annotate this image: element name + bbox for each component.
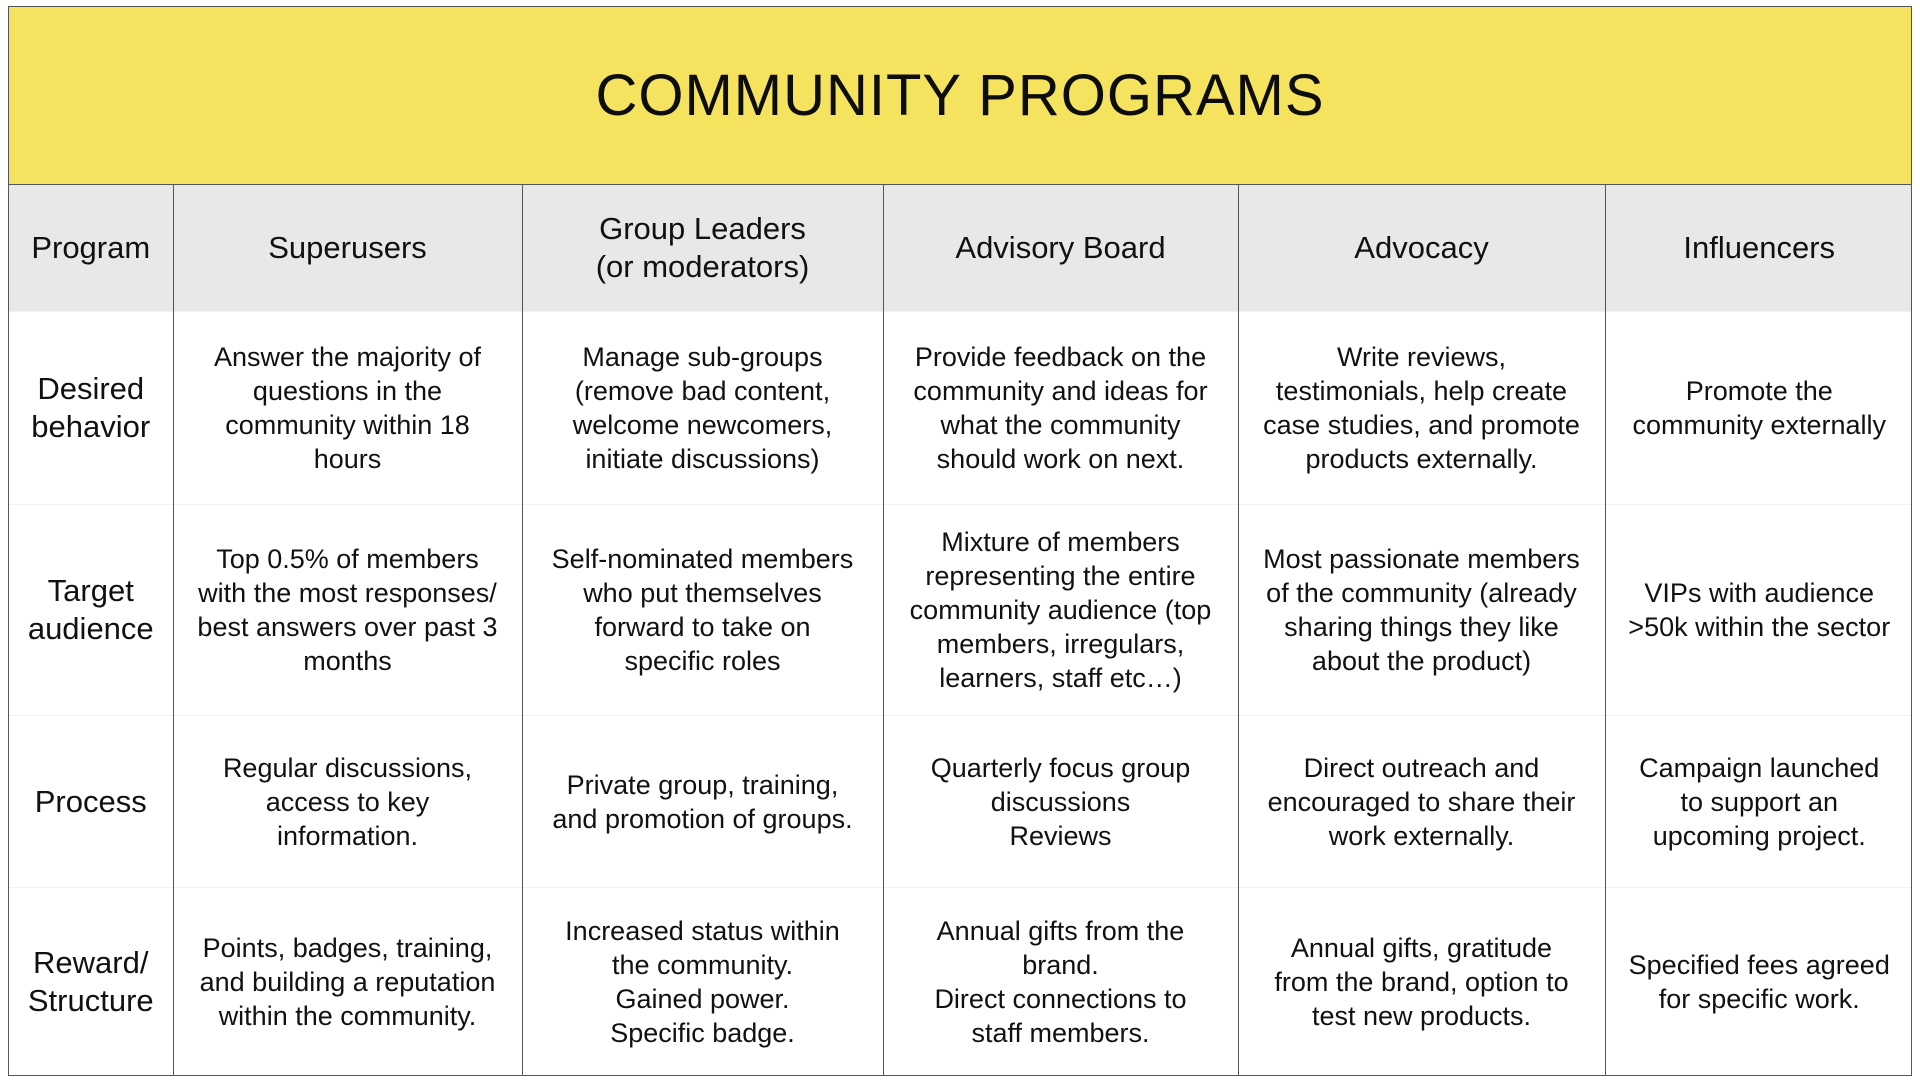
- row-label: Reward/ Structure: [9, 888, 173, 1076]
- header-cell-advisory-board: Advisory Board: [883, 185, 1238, 312]
- table-cell: VIPs with audience >50k within the sector: [1605, 505, 1912, 716]
- header-cell-influencers: Influencers: [1605, 185, 1912, 312]
- table-row-reward-structure: [9, 888, 1912, 1076]
- programs-table-frame: [8, 6, 1912, 1076]
- table-cell: Top 0.5% of members with the most responses/ best answers over past 3 months: [173, 505, 522, 716]
- table-cell: Increased status within the community. Gained power. Specific badge.: [522, 888, 883, 1076]
- table-row-target-audience: [9, 505, 1912, 716]
- page-title: COMMUNITY PROGRAMS: [595, 63, 1325, 128]
- table-cell: Quarterly focus group discussions Reviews: [883, 716, 1238, 888]
- table-cell: Manage sub-groups (remove bad content, welcome newcomers, initiate discussions): [522, 312, 883, 505]
- header-cell-program: Program: [9, 185, 173, 312]
- table-cell: Campaign launched to support an upcoming project.: [1605, 716, 1912, 888]
- table-cell: Mixture of members representing the entire community audience (top members, irregulars, learners, staff etc…): [883, 505, 1238, 716]
- table-cell: Regular discussions, access to key information.: [173, 716, 522, 888]
- table-cell: Answer the majority of questions in the community within 18 hours: [173, 312, 522, 505]
- row-label: Target audience: [9, 505, 173, 716]
- header-cell-group-leaders: Group Leaders (or moderators): [522, 185, 883, 312]
- table-row-process: [9, 716, 1912, 888]
- table-cell: Points, badges, training, and building a reputation within the community.: [173, 888, 522, 1076]
- table-cell: Promote the community externally: [1605, 312, 1912, 505]
- table-cell: Annual gifts, gratitude from the brand, option to test new products.: [1238, 888, 1605, 1076]
- table-cell: Self-nominated members who put themselves forward to take on specific roles: [522, 505, 883, 716]
- programs-table: [9, 185, 1912, 1076]
- table-cell: Write reviews, testimonials, help create case studies, and promote products externally.: [1238, 312, 1605, 505]
- header-row: [9, 185, 1912, 312]
- table-cell: Annual gifts from the brand. Direct connections to staff members.: [883, 888, 1238, 1076]
- table-row-desired-behavior: [9, 312, 1912, 505]
- table-cell: Specified fees agreed for specific work.: [1605, 888, 1912, 1076]
- header-cell-superusers: Superusers: [173, 185, 522, 312]
- row-label: Desired behavior: [9, 312, 173, 505]
- row-label: Process: [9, 716, 173, 888]
- table-cell: Direct outreach and encouraged to share their work externally.: [1238, 716, 1605, 888]
- table-cell: Private group, training, and promotion of groups.: [522, 716, 883, 888]
- table-cell: Most passionate members of the community (already sharing things they like about the product): [1238, 505, 1605, 716]
- table-cell: Provide feedback on the community and ideas for what the community should work on next.: [883, 312, 1238, 505]
- title-banner: [9, 7, 1911, 185]
- header-cell-advocacy: Advocacy: [1238, 185, 1605, 312]
